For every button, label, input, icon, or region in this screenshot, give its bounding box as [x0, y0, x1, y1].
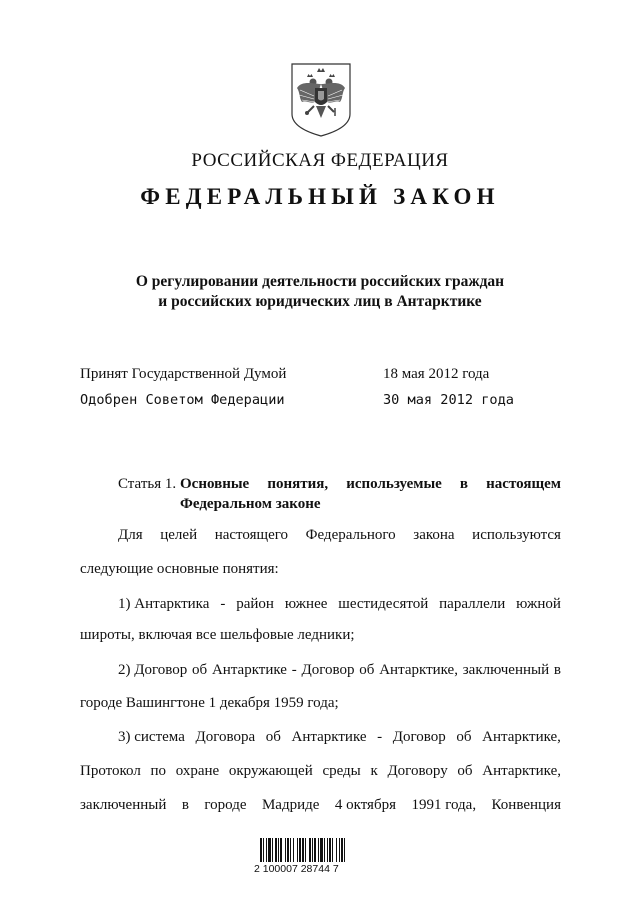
barcode-bar — [272, 838, 273, 862]
barcode-bar — [324, 838, 325, 862]
body-line: Протокол по охране окружающей среды к Договору об Антарктике, — [80, 763, 561, 779]
barcode-bar — [320, 838, 323, 862]
barcode-bar — [299, 838, 301, 862]
duma-adoption-label: Принят Государственной Думой — [80, 366, 287, 382]
barcode-bar — [339, 838, 340, 862]
barcode-bar — [305, 838, 306, 862]
council-approval-date: 30 мая 2012 года — [383, 392, 514, 408]
body-line: 2) Договор об Антарктике - Договор об Антарктике, заключенный в — [118, 662, 561, 678]
barcode-bar — [260, 838, 262, 862]
barcode-bar — [280, 838, 282, 862]
barcode-bar — [302, 838, 304, 862]
barcode-bar — [297, 838, 298, 862]
barcode-bar — [344, 838, 345, 862]
duma-adoption-date: 18 мая 2012 года — [383, 366, 490, 382]
body-line: Для целей настоящего Федерального закона используются — [118, 527, 561, 543]
barcode-bar — [327, 838, 328, 862]
body-line: 1) Антарктика - район южнее шестидесятой параллели южной — [118, 596, 561, 612]
barcode-bar — [268, 838, 271, 862]
barcode-bar — [341, 838, 343, 862]
barcode-bar — [318, 838, 319, 862]
law-title-line-2: и российских юридических лиц в Антарктике — [158, 293, 482, 310]
barcode-bar — [290, 838, 291, 862]
body-line: 3) система Договора об Антарктике - Договор об Антарктике, — [118, 729, 561, 745]
barcode-bar — [336, 838, 337, 862]
body-line: заключенный в городе Мадриде 4 октября 1991 года, Конвенция — [80, 797, 561, 813]
article-label: Статья 1. — [118, 476, 177, 492]
body-line: следующие основные понятия: — [80, 561, 279, 577]
council-approval-label: Одобрен Советом Федерации — [80, 392, 285, 408]
barcode-bar — [287, 838, 289, 862]
barcode-bar — [312, 838, 313, 862]
barcode-bar — [275, 838, 277, 862]
document-type: ФЕДЕРАЛЬНЫЙ ЗАКОН — [140, 184, 500, 209]
barcode-bar — [314, 838, 316, 862]
barcode-bar — [309, 838, 311, 862]
barcode-bar — [285, 838, 286, 862]
barcode-number: 2 100007 28744 7 — [254, 863, 339, 875]
article-title: Основные понятия, используемые в настоящем Федеральном законе — [180, 476, 561, 512]
body-line: широты, включая все шельфовые ледники; — [80, 627, 355, 643]
body-line: городе Вашингтоне 1 декабря 1959 года; — [80, 695, 339, 711]
barcode-bar — [263, 838, 264, 862]
header-country: РОССИЙСКАЯ ФЕДЕРАЦИЯ — [191, 150, 449, 171]
barcode-bar — [293, 838, 294, 862]
barcode-bar — [329, 838, 331, 862]
law-title-line-1: О регулировании деятельности российских граждан — [135, 273, 505, 290]
barcode-bar — [266, 838, 267, 862]
barcode-bar — [278, 838, 279, 862]
coat-of-arms-icon — [290, 62, 352, 138]
barcode-bar — [332, 838, 333, 862]
